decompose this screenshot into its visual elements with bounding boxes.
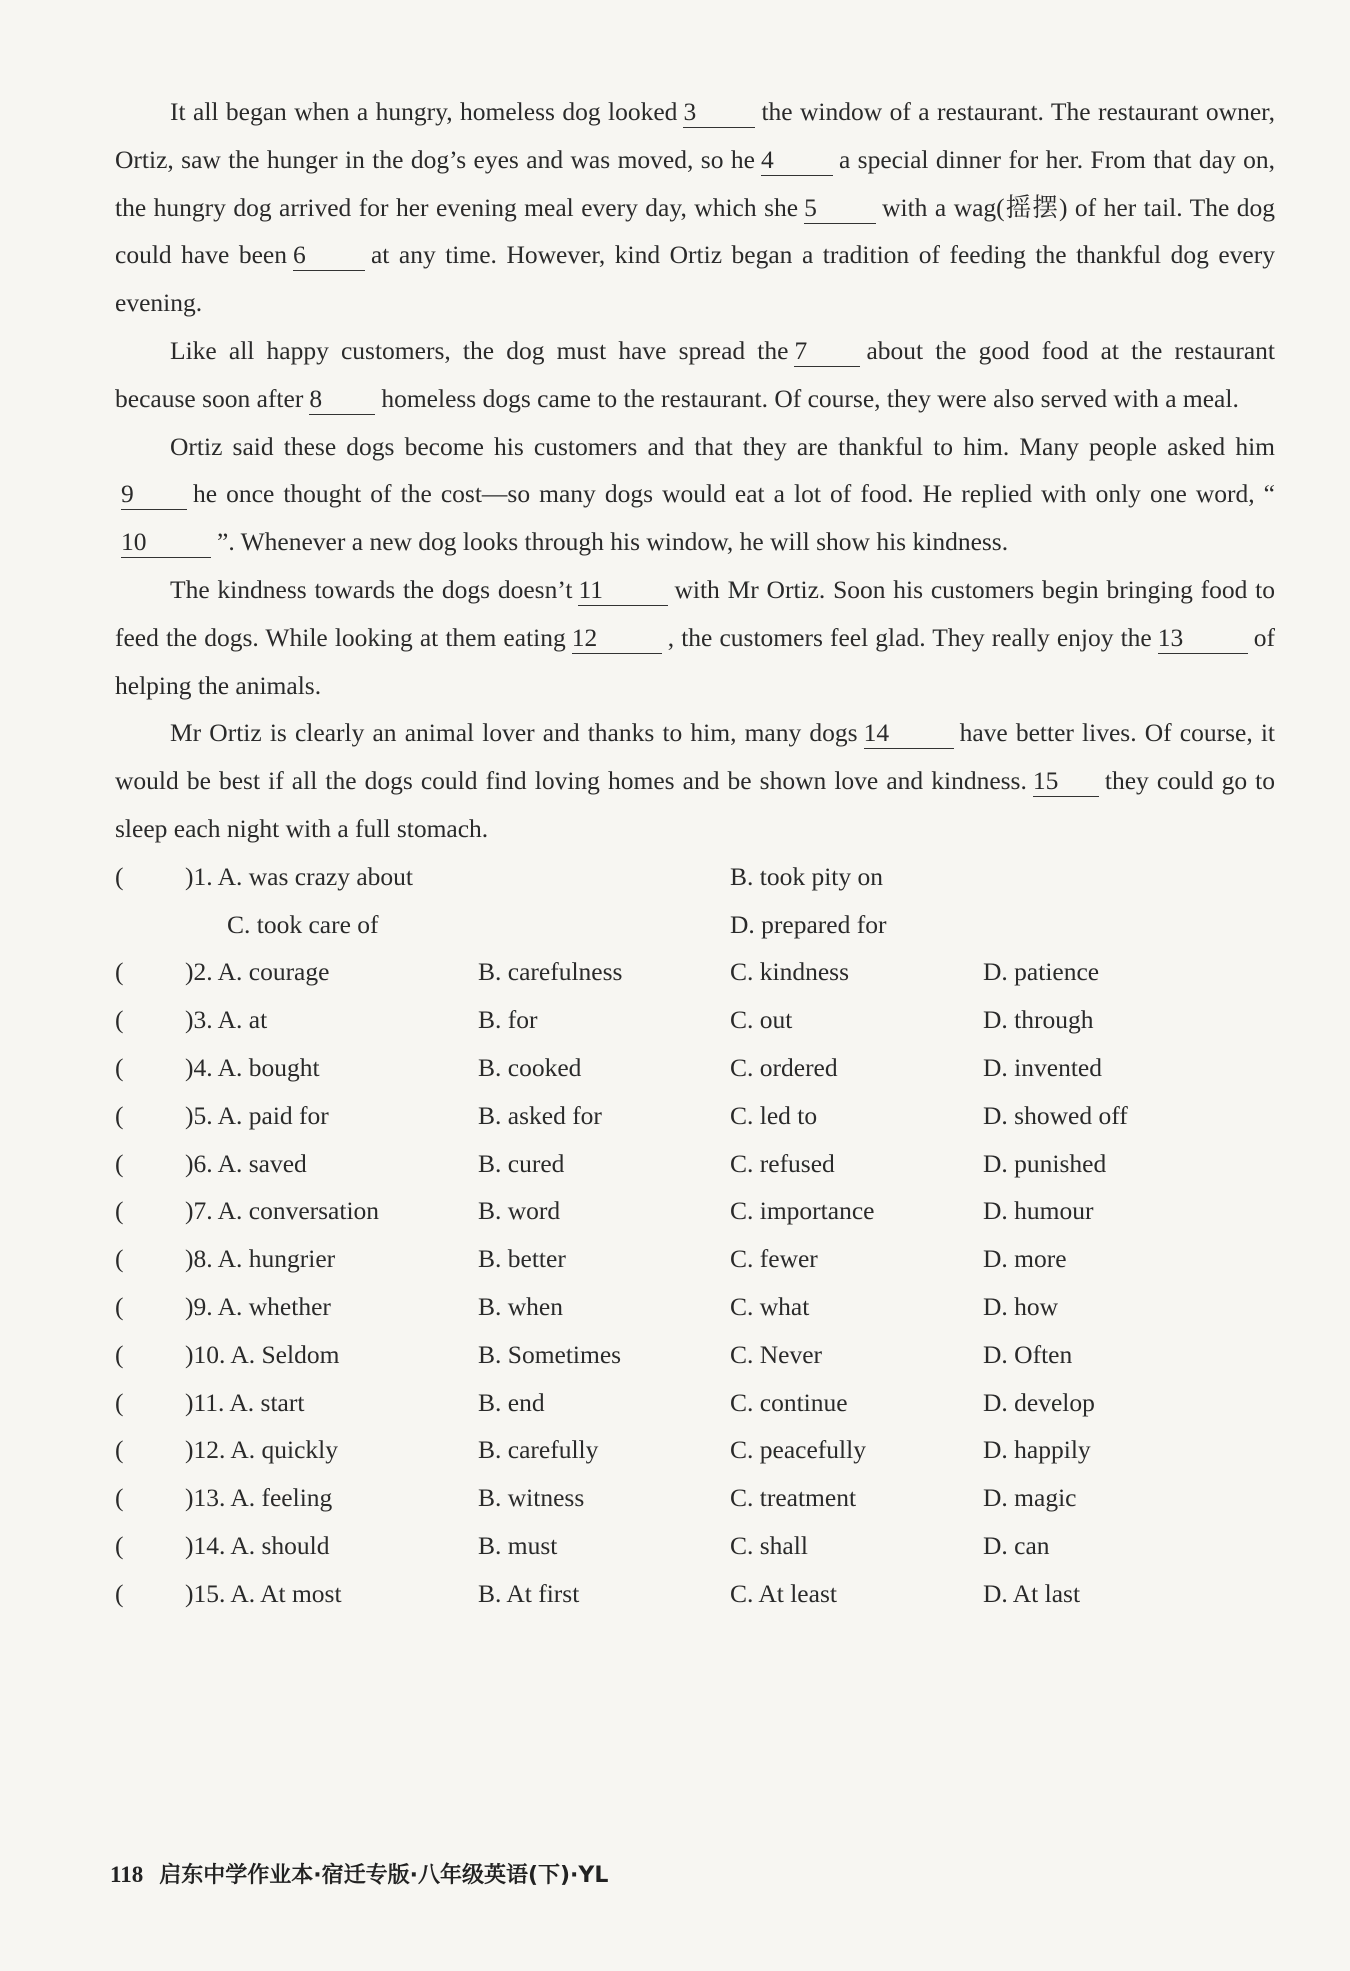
option-d: D. magic (983, 1483, 1077, 1513)
text: homeless dogs came to the restaurant. Of course, they were also served with a meal. (381, 383, 1239, 413)
question-row (115, 1235, 1275, 1283)
question-row (115, 1187, 1275, 1235)
answer-paren[interactable]: ( (115, 1148, 124, 1178)
option-a: )8. A. hungrier (185, 1244, 336, 1274)
option-d: D. showed off (983, 1100, 1128, 1130)
option-c: C. peacefully (730, 1435, 866, 1465)
answer-paren[interactable]: ( (115, 861, 124, 891)
question-row (115, 1426, 1275, 1474)
answer-paren[interactable]: ( (115, 957, 124, 987)
option-b: B. when (478, 1291, 563, 1321)
option-d: D. develop (983, 1387, 1095, 1417)
blank-3[interactable]: 3 (683, 97, 755, 128)
option-d: D. Often (983, 1339, 1073, 1369)
text: , the customers feel glad. They really enjoy the (667, 622, 1152, 652)
option-b: B. carefulness (478, 957, 623, 987)
option-b: B. cured (478, 1148, 565, 1178)
answer-paren[interactable]: ( (115, 1530, 124, 1560)
blank-9[interactable]: 9 (121, 479, 187, 510)
text: Like all happy customers, the dog must have spread the (170, 335, 789, 365)
answer-paren[interactable]: ( (115, 1196, 124, 1226)
question-row (115, 1570, 1275, 1618)
option-a: )10. A. Seldom (185, 1339, 340, 1369)
option-a: )12. A. quickly (185, 1435, 338, 1465)
option-b: B. asked for (478, 1100, 602, 1130)
blank-7[interactable]: 7 (794, 336, 860, 367)
option-c: C. kindness (730, 957, 850, 987)
option-b: B. better (478, 1244, 566, 1274)
page-footer (110, 1858, 608, 1889)
blank-11[interactable]: 11 (578, 575, 668, 606)
text: at any time. However, kind Ortiz began a tradition of feeding the thankful dog every evening. (115, 240, 1275, 318)
answer-paren[interactable]: ( (115, 1483, 124, 1513)
option-d: D. more (983, 1244, 1067, 1274)
blank-13[interactable]: 13 (1158, 623, 1248, 654)
option-d: D. happily (983, 1435, 1091, 1465)
text: It all began when a hungry, homeless dog looked (170, 97, 678, 126)
question-row (115, 1331, 1275, 1379)
option-c: C. ordered (730, 1052, 838, 1082)
paragraph-1 (115, 88, 1275, 327)
option-c: C. At least (730, 1578, 837, 1608)
option-a: )6. A. saved (185, 1148, 307, 1178)
question-row (115, 1092, 1275, 1140)
option-d: D. patience (983, 957, 1100, 987)
question-row (115, 948, 1275, 996)
option-c: C. Never (730, 1339, 823, 1369)
paragraph-4 (115, 566, 1275, 709)
option-b: B. At first (478, 1578, 580, 1608)
text: about the good food at the restaurant because soon after (115, 335, 1275, 413)
option-a: )13. A. feeling (185, 1483, 333, 1513)
answer-paren[interactable]: ( (115, 1578, 124, 1608)
option-d: D. At last (983, 1578, 1081, 1608)
option-d: D. how (983, 1291, 1059, 1321)
book-title: 启东中学作业本·宿迁专版·八年级英语(下)·YL (159, 1863, 609, 1888)
option-d: D. can (983, 1530, 1050, 1560)
answer-paren[interactable]: ( (115, 1387, 124, 1417)
question-row (115, 1283, 1275, 1331)
text: Ortiz said these dogs become his customers and that they are thankful to him. Many people asked him (170, 431, 1275, 461)
option-a: )9. A. whether (185, 1291, 331, 1321)
option-a: )2. A. courage (185, 957, 330, 987)
option-d: D. humour (983, 1196, 1094, 1226)
question-row (115, 853, 1275, 901)
option-a: )3. A. at (185, 1005, 268, 1035)
option-a: )1. A. was crazy about (185, 861, 414, 891)
option-a: )14. A. should (185, 1530, 330, 1560)
blank-12[interactable]: 12 (572, 623, 662, 654)
option-b: B. word (478, 1196, 561, 1226)
paragraph-5 (115, 709, 1275, 852)
blank-8[interactable]: 8 (309, 384, 375, 415)
text: with Mr Ortiz. Soon his customers begin bringing food to feed the dogs. While looking at them eating (115, 574, 1275, 652)
question-row-cont (115, 901, 1275, 949)
option-c: C. treatment (730, 1483, 857, 1513)
answer-paren[interactable]: ( (115, 1100, 124, 1130)
question-row (115, 1522, 1275, 1570)
text: a special dinner for her. From that day on, the hungry dog arrived for her evening meal every day, which she (115, 144, 1275, 222)
option-d: D. punished (983, 1148, 1107, 1178)
option-b: B. end (478, 1387, 545, 1417)
answer-paren[interactable]: ( (115, 1052, 124, 1082)
text: they could go to sleep each night with a full stomach. (115, 766, 1275, 843)
option-c: C. shall (730, 1530, 808, 1560)
question-list (115, 853, 1275, 1618)
option-d: D. invented (983, 1052, 1102, 1082)
text: The kindness towards the dogs doesn’t (170, 574, 573, 604)
blank-5[interactable]: 5 (804, 193, 876, 224)
blank-10[interactable]: 10 (121, 527, 211, 558)
blank-6[interactable]: 6 (293, 240, 365, 271)
option-d: D. through (983, 1005, 1094, 1035)
text: the window of a restaurant. The restaurant owner, Ortiz, saw the hunger in the dog’s eyes and was moved, so he (115, 97, 1275, 174)
content (115, 88, 1275, 1618)
option-b: B. took pity on (730, 861, 884, 891)
option-c: C. fewer (730, 1244, 818, 1274)
answer-paren[interactable]: ( (115, 1435, 124, 1465)
option-c: C. what (730, 1291, 810, 1321)
option-b: B. cooked (478, 1052, 582, 1082)
question-row (115, 996, 1275, 1044)
option-a: )5. A. paid for (185, 1100, 329, 1130)
option-b: B. must (478, 1530, 558, 1560)
option-c: C. refused (730, 1148, 835, 1178)
option-c: C. continue (730, 1387, 848, 1417)
text: he once thought of the cost—so many dogs would eat a lot of food. He replied with only one word, “ (193, 479, 1275, 509)
option-a: )15. A. At most (185, 1578, 342, 1608)
paragraph-3 (115, 423, 1275, 566)
blank-14[interactable]: 14 (864, 718, 954, 749)
option-c: C. took care of (227, 909, 379, 939)
option-b: B. for (478, 1005, 538, 1035)
option-b: B. witness (478, 1483, 585, 1513)
option-b: B. Sometimes (478, 1339, 622, 1369)
text: Mr Ortiz is clearly an animal lover and thanks to him, many dogs (170, 718, 858, 748)
question-row (115, 1474, 1275, 1522)
option-a: )11. A. start (185, 1387, 305, 1417)
text: of helping the animals. (115, 622, 1275, 700)
option-d: D. prepared for (730, 909, 887, 939)
option-c: C. out (730, 1005, 793, 1035)
text: ”. Whenever a new dog looks through his window, he will show his kindness. (217, 527, 1009, 557)
answer-paren[interactable]: ( (115, 1244, 124, 1274)
option-c: C. importance (730, 1196, 875, 1226)
question-row (115, 1379, 1275, 1427)
blank-4[interactable]: 4 (761, 145, 833, 176)
blank-15[interactable]: 15 (1033, 766, 1099, 797)
question-row (115, 1140, 1275, 1188)
answer-paren[interactable]: ( (115, 1005, 124, 1035)
text: with a wag(摇摆) of her tail. The dog could have been (115, 192, 1275, 270)
option-c: C. led to (730, 1100, 818, 1130)
option-a: )7. A. conversation (185, 1196, 380, 1226)
paragraph-2 (115, 327, 1275, 423)
question-row (115, 1044, 1275, 1092)
option-a: )4. A. bought (185, 1052, 320, 1082)
answer-paren[interactable]: ( (115, 1339, 124, 1369)
answer-paren[interactable]: ( (115, 1291, 124, 1321)
text: have better lives. Of course, it would be best if all the dogs could find loving homes and be shown love and kindness. (115, 718, 1275, 796)
page-number: 118 (110, 1862, 144, 1887)
option-b: B. carefully (478, 1435, 599, 1465)
